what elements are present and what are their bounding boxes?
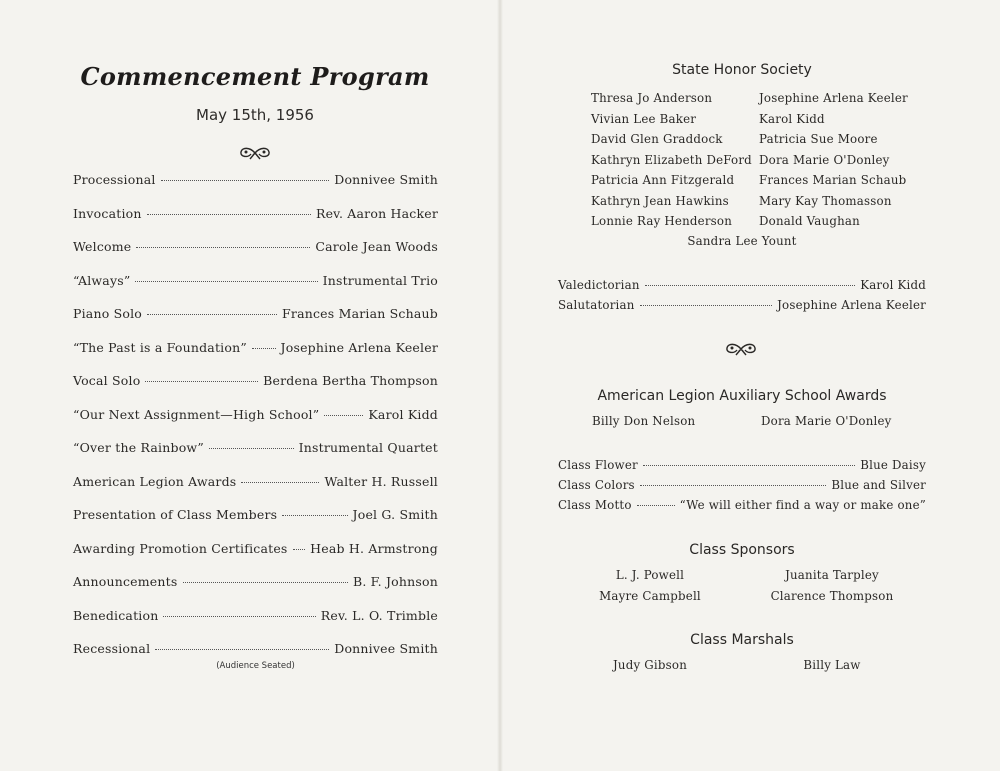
program-item-performer: Walter H. Russell xyxy=(324,473,438,489)
program-item xyxy=(73,273,438,307)
right-page xyxy=(502,0,1000,771)
program-item xyxy=(73,608,438,642)
program-item-label: “The Past is a Foundation” xyxy=(73,339,247,355)
honor-row xyxy=(558,298,926,312)
program-item-performer: B. F. Johnson xyxy=(352,574,438,589)
class-marshals-heading: Class Marshals xyxy=(690,632,794,648)
program-item-performer: Frances Marian Schaub xyxy=(282,306,438,321)
program-item xyxy=(73,407,438,441)
program-item-label: Piano Solo xyxy=(73,306,143,321)
class-info-row-label: Class Motto xyxy=(558,498,632,512)
honor-society-name: Vivian Lee Baker xyxy=(591,111,697,126)
dot-leader xyxy=(637,505,675,506)
honor-society-name: Lonnie Ray Henderson xyxy=(591,214,733,228)
program-item-label: Announcements xyxy=(73,574,178,589)
program-title: Commencement Program xyxy=(80,62,430,91)
program-item xyxy=(73,172,438,206)
honor-row-label: Salutatorian xyxy=(558,298,635,312)
program-item-performer: Heab H. Armstrong xyxy=(310,540,438,556)
honor-society-name: Dora Marie O'Donley xyxy=(759,152,890,167)
dot-leader xyxy=(645,285,856,286)
program-item-performer: Berdena Bertha Thompson xyxy=(263,373,438,388)
dot-leader xyxy=(147,214,311,215)
dot-leader xyxy=(640,485,827,486)
class-info-row-value: “We will either find a way or make one” xyxy=(679,498,926,512)
program-item-performer: Josephine Arlena Keeler xyxy=(280,339,438,355)
class-info-row xyxy=(558,498,926,512)
legion-auxiliary-name: Dora Marie O'Donley xyxy=(761,414,892,428)
honor-society-name: Kathryn Elizabeth DeFord xyxy=(591,152,752,167)
program-item-label: Benedication xyxy=(73,607,159,623)
honor-row-value: Josephine Arlena Keeler xyxy=(777,298,926,312)
program-item xyxy=(73,340,438,374)
dot-leader xyxy=(293,549,306,550)
honor-society-name: Karol Kidd xyxy=(759,111,825,126)
audience-note: (Audience Seated) xyxy=(216,661,295,671)
dot-leader xyxy=(640,305,773,306)
program-item-label: Vocal Solo xyxy=(73,373,141,388)
sponsor-name: Clarence Thompson xyxy=(770,589,894,603)
program-item-performer: Rev. Aaron Hacker xyxy=(315,205,438,221)
honor-row-label: Valedictorian xyxy=(558,278,640,292)
dot-leader xyxy=(324,415,363,416)
class-info-row xyxy=(558,478,926,492)
program-item-label: Invocation xyxy=(73,205,142,221)
class-info-row-label: Class Colors xyxy=(558,478,635,492)
program-item-label: Awarding Promotion Certificates xyxy=(73,540,288,556)
marshal-name: Judy Gibson xyxy=(613,658,687,672)
class-info-row-label: Class Flower xyxy=(558,458,638,472)
program-item-performer: Karol Kidd xyxy=(368,406,438,422)
ornament-icon xyxy=(238,145,278,163)
dot-leader xyxy=(282,515,347,516)
sponsor-name: L. J. Powell xyxy=(615,568,685,582)
left-page xyxy=(0,0,498,771)
program-date: May 15th, 1956 xyxy=(196,106,314,124)
program-item-label: “Always” xyxy=(73,272,131,288)
honor-society-last-name: Sandra Lee Yount xyxy=(687,234,797,248)
honor-society-name: Mary Kay Thomasson xyxy=(759,193,892,208)
marshal-name: Billy Law xyxy=(803,658,861,672)
legion-auxiliary-name: Billy Don Nelson xyxy=(592,414,696,428)
program-item-performer: Donnivee Smith xyxy=(334,641,438,656)
dot-leader xyxy=(161,180,330,181)
class-info-row-value: Blue and Silver xyxy=(831,478,926,492)
program-item-performer: Joel G. Smith xyxy=(352,507,438,522)
honor-row-value: Karol Kidd xyxy=(860,278,926,292)
program-item-label: Welcome xyxy=(73,239,132,254)
program-item xyxy=(73,440,438,474)
dot-leader xyxy=(155,649,329,650)
honor-society-heading: State Honor Society xyxy=(672,62,812,78)
dot-leader xyxy=(145,381,258,382)
honor-society-name: Patricia Ann Fitzgerald xyxy=(591,173,735,187)
program-item-label: American Legion Awards xyxy=(73,473,237,489)
program-item xyxy=(73,206,438,240)
program-item-label: Processional xyxy=(73,172,156,187)
class-info-row-value: Blue Daisy xyxy=(860,458,926,472)
program-item-label: Recessional xyxy=(73,641,151,656)
honor-society-name: David Glen Graddock xyxy=(591,132,723,146)
program-item xyxy=(73,507,438,541)
sponsor-name: Juanita Tarpley xyxy=(785,568,879,582)
honor-society-name: Patricia Sue Moore xyxy=(759,132,878,146)
dot-leader xyxy=(136,247,310,248)
honor-society-name: Josephine Arlena Keeler xyxy=(759,91,908,105)
program-list xyxy=(73,172,438,675)
class-info-row xyxy=(558,458,926,472)
program-item xyxy=(73,239,438,273)
dot-leader xyxy=(252,348,276,349)
class-sponsors-heading: Class Sponsors xyxy=(689,542,795,558)
program-item-performer: Carole Jean Woods xyxy=(315,239,438,254)
honor-society-name: Frances Marian Schaub xyxy=(759,173,907,187)
legion-auxiliary-heading: American Legion Auxiliary School Awards xyxy=(597,388,887,404)
dot-leader xyxy=(643,465,855,466)
program-item-performer: Instrumental Trio xyxy=(322,272,438,288)
honor-society-name: Thresa Jo Anderson xyxy=(591,91,713,105)
program-item xyxy=(73,474,438,508)
program-item-label: “Over the Rainbow” xyxy=(73,440,204,455)
program-item xyxy=(73,373,438,407)
honor-society-name: Donald Vaughan xyxy=(759,214,860,228)
dot-leader xyxy=(241,482,319,483)
dot-leader xyxy=(209,448,294,449)
dot-leader xyxy=(183,582,348,583)
sponsor-name: Mayre Campbell xyxy=(599,589,701,603)
honor-society-name: Kathryn Jean Hawkins xyxy=(591,193,729,208)
program-item xyxy=(73,574,438,608)
honor-row xyxy=(558,278,926,292)
program-item-performer: Rev. L. O. Trimble xyxy=(320,607,438,623)
dot-leader xyxy=(163,616,315,617)
program-item-performer: Donnivee Smith xyxy=(334,172,438,187)
program-item-performer: Instrumental Quartet xyxy=(298,440,438,455)
dot-leader xyxy=(147,314,277,315)
program-item xyxy=(73,306,438,340)
ornament-icon xyxy=(724,341,764,359)
dot-leader xyxy=(135,281,317,282)
program-item xyxy=(73,541,438,575)
program-item-label: Presentation of Class Members xyxy=(73,507,278,522)
program-item-label: “Our Next Assignment—High School” xyxy=(73,406,320,422)
